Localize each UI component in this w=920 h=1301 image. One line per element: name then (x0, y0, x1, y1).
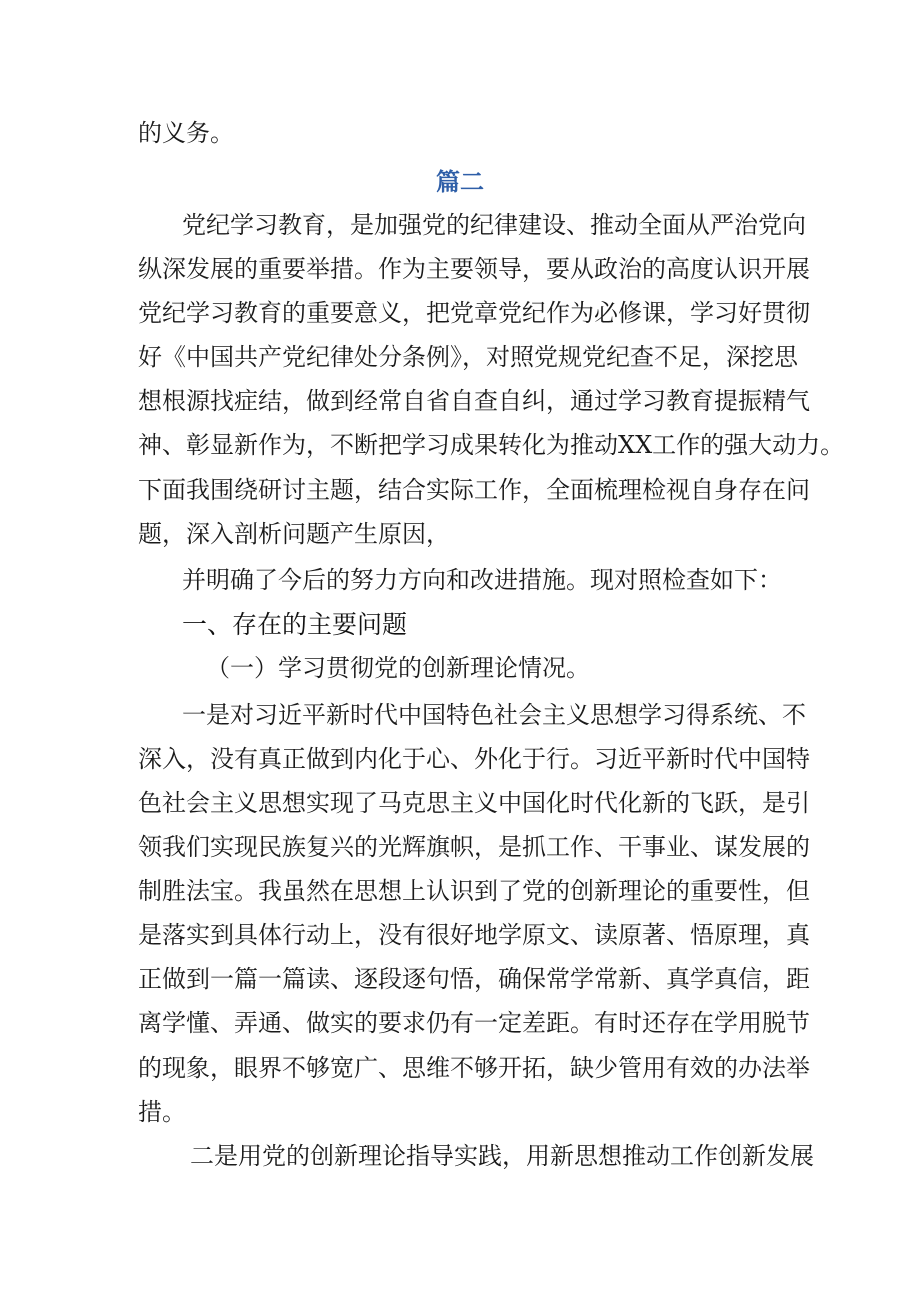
text-line: 正做到一篇一篇读、逐段逐句悟，确保常学常新、真学真信，距 (138, 965, 810, 993)
text-line: 是落实到具体行动上，没有很好地学原文、读原著、悟原理，真 (138, 921, 810, 949)
text-line: 一是对习近平新时代中国特色社会主义思想学习得系统、不 (182, 701, 806, 729)
text-line: 下面我围绕研讨主题，结合实际工作，全面梳理检视自身存在问 (138, 476, 810, 504)
text-line: 深入，没有真正做到内化于心、外化于行。习近平新时代中国特 (138, 745, 810, 773)
text-line: 的现象，眼界不够宽广、思维不够开拓，缺少管用有效的办法举 (138, 1054, 810, 1082)
text-line: 色社会主义思想实现了马克思主义中国化时代化新的飞跃，是引 (138, 789, 810, 817)
text-line: 好《中国共产党纪律处分条例》，对照党规党纪查不足，深挖思 (138, 343, 798, 371)
text-line: 措。 (138, 1098, 186, 1126)
text-line: 纵深发展的重要举措。作为主要领导，要从政治的高度认识开展 (138, 255, 810, 283)
text-line: 党纪学习教育的重要意义，把党章党纪作为必修课，学习好贯彻 (138, 299, 810, 327)
text-line: 神、彰显新作为，不断把学习成果转化为推动XX工作的强大动力。 (138, 431, 845, 459)
subsection-heading: （一）学习贯彻党的创新理论情况。 (206, 654, 590, 682)
paragraph-next-start: 二是用党的创新理论指导实践，用新思想推动工作创新发展 (190, 1142, 814, 1170)
section-heading: 一、存在的主要问题 (182, 610, 408, 639)
text-line: 想根源找症结，做到经常自省自查自纠，通过学习教育提振精气 (138, 387, 810, 415)
text-line: 制胜法宝。我虽然在思想上认识到了党的创新理论的重要性，但 (138, 877, 810, 905)
paragraph-transition: 并明确了今后的努力方向和改进措施。现对照检查如下： (182, 566, 782, 594)
lead-text: 的义务。 (138, 119, 234, 147)
text-line: 党纪学习教育，是加强党的纪律建设、推动全面从严治党向 (182, 211, 806, 239)
text-line: 离学懂、弄通、做实的要求仍有一定差距。有时还存在学用脱节 (138, 1009, 810, 1037)
piece-title: 篇二 (436, 168, 484, 196)
text-line: 题，深入剖析问题产生原因， (138, 520, 450, 548)
text-line: 领我们实现民族复兴的光辉旗帜，是抓工作、干事业、谋发展的 (138, 833, 810, 861)
